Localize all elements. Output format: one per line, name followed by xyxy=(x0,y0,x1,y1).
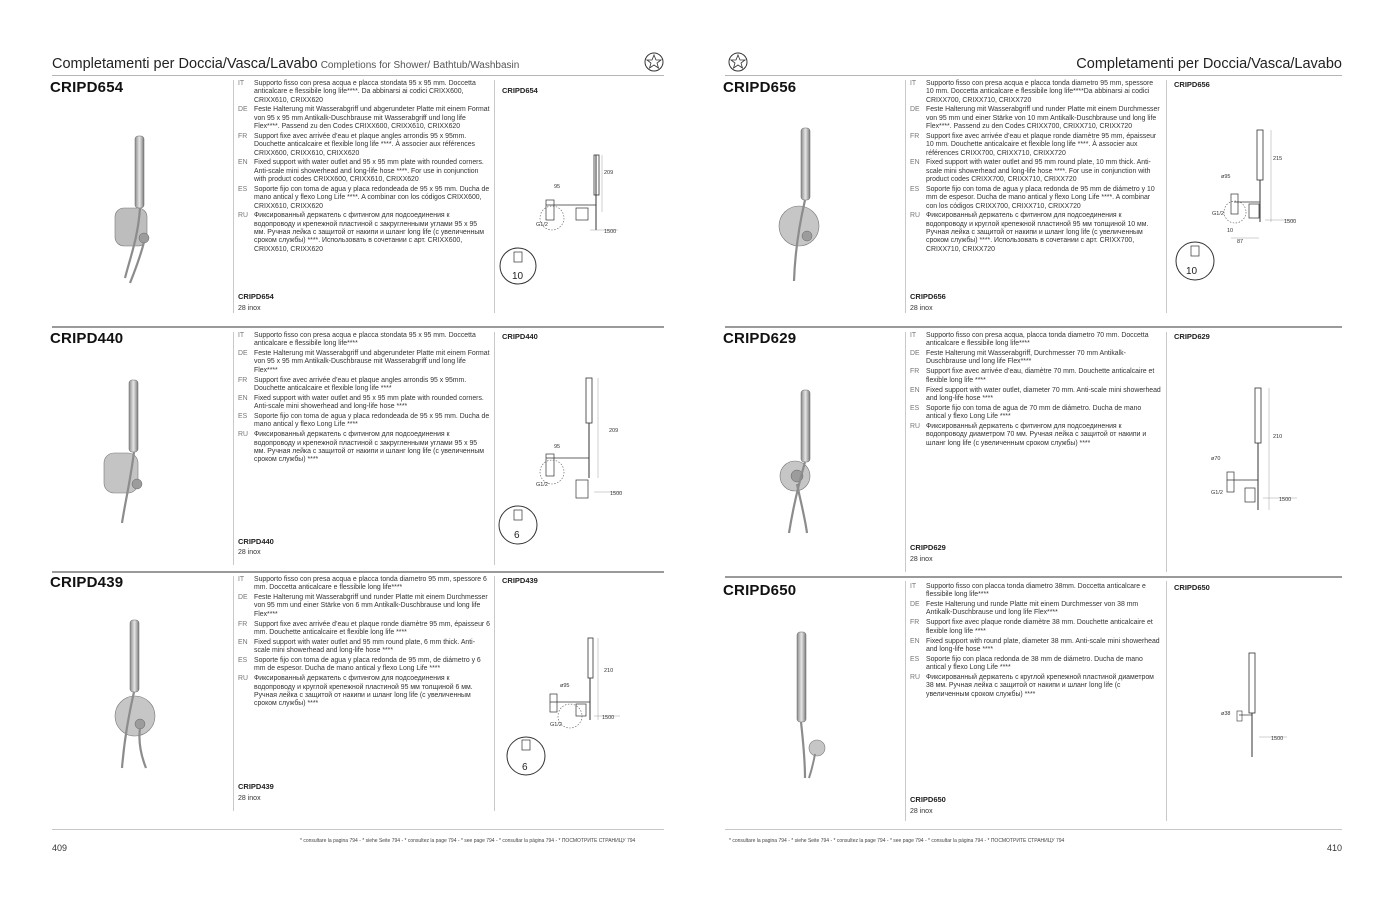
column-rule xyxy=(494,332,495,565)
desc-text: Supporto fisso con presa acqua e placca stondata 95 x 95 mm. Doccetta anticalcare e flessibile long life**** xyxy=(254,332,476,348)
desc-text: Fixed support with water outlet and 95 mm round plate, 6 mm thick. Anti-scale mini showerhead and long-life hose **** xyxy=(254,638,475,655)
plate-thickness: 10 xyxy=(1186,266,1198,277)
drawing-code: CRIPD439 xyxy=(502,576,538,585)
detail-thickness: 10 xyxy=(1227,228,1234,234)
desc-text: Feste Halterung und runde Platte mit einem Durchmesser von 38 mm Antikalk-Duschbrause und long life Flex**** xyxy=(926,601,1139,617)
column-rule xyxy=(905,581,906,821)
desc-text: Fixed support with water outlet and 95 mm round plate, 10 mm thick. Anti-scale mini showerhead and long-life hose ****. For use in conjunction with product codes CRIXX700, CRIXX710, CRIXX720 xyxy=(926,159,1151,184)
multilingual-description xyxy=(910,80,1162,256)
header-subtitle: Completions for Shower/ Bathtub/Washbasin xyxy=(320,60,520,71)
product-code: CRIPD629 xyxy=(723,330,797,347)
desc-text: Supporto fisso con presa acqua, placca tonda diametro 70 mm. Doccetta anticalcare e flessibile long life**** xyxy=(926,332,1149,348)
desc-text: Фиксированный держатель с фитингом для подсоединения к водопроводу и круглой крепежной пластиной 95 мм толщиной 10 мм. Ручная лейка с защитой от накипи и шланг long life (с увеличенным сроком службы) ****. Использовать в сочетании с арт. CRIXX700, CRIXX710, CRIXX720 xyxy=(926,212,1149,253)
desc-text: Fixed support with water outlet and 95 x 95 mm plate with rounded corners. Anti-scale mini showerhead and long-life hose ****. For use in conjunction with product codes CRIXX600, CRIXX610, CRIXX620 xyxy=(254,159,484,184)
desc-text: Feste Halterung mit Wasserabgriff und abgerundeter Platte mit einem Format von 95 x 95 mm Antikalk-Duschbrause mit Wasserabgriff und long life Flex**** xyxy=(254,350,490,374)
finish-label: 28 inox xyxy=(238,795,261,802)
multilingual-description xyxy=(910,332,1162,449)
header-rule xyxy=(52,75,664,76)
product-code: CRIPD656 xyxy=(723,79,797,96)
desc-text: Фиксированный держатель с круглой крепежной пластиной диаметром 38 мм. Ручная лейка с защитой от накипи и шланг long life (с увеличенным сроком службы) **** xyxy=(926,673,1154,698)
lang-code: ES xyxy=(910,404,920,412)
width-dimension: ø95 xyxy=(560,683,570,689)
shower-set-photo xyxy=(92,378,152,528)
lang-code: FR xyxy=(910,368,920,376)
lang-code: FR xyxy=(238,376,248,384)
desc-text: Feste Halterung mit Wasserabgriff, Durchmesser 70 mm Antikalk-Duschbrause und long life Flex**** xyxy=(926,350,1126,366)
lang-code: ES xyxy=(238,413,248,421)
desc-text: Support fixe avec arrivée d’eau et plaque ronde diamètre 95 mm, épaisseur 6 mm. Douchette anticalcaire et flexible long life **** xyxy=(254,620,490,636)
plate-thickness: 10 xyxy=(512,271,524,282)
column-rule xyxy=(1166,332,1167,572)
lang-code: FR xyxy=(238,620,248,628)
desc-text: Support fixe avec arrivée d’eau, diamètre 70 mm. Douchette anticalcaire et flexible long life **** xyxy=(926,368,1155,384)
page-header xyxy=(1076,56,1342,72)
footer-rule xyxy=(52,829,664,830)
lang-code: IT xyxy=(910,332,917,339)
page-number: 410 xyxy=(1326,843,1342,853)
column-rule xyxy=(905,80,906,313)
desc-text: Feste Halterung mit Wasserabgriff und abgerundeter Platte mit einem Format von 95 x 95 mm Antikalk-Duschbrause mit Wasserabgriff und long life Flex****. Passend zu den Codes CRIXX600, CRIXX610, CRIXX620 xyxy=(254,106,490,131)
lang-code: RU xyxy=(238,431,248,439)
desc-text: Supporto fisso con placca tonda diametro 38mm. Doccetta anticalcare e flessibile long life**** xyxy=(926,583,1146,599)
lang-code: EN xyxy=(238,159,248,167)
desc-text: Фиксированный держатель с фитингом для подсоединения к водопроводу диаметром 70 мм. Ручная лейка с защитой от накипи и шланг long life (с увеличенным сроком службы) **** xyxy=(926,422,1147,447)
finish-label: 28 inox xyxy=(910,556,933,563)
desc-text: Fixed support with water outlet, diameter 70 mm. Anti-scale mini showerhead and long-life hose **** xyxy=(926,386,1161,402)
desc-text: Soporte fijo con toma de agua y placa redonda de 95 mm, de diámetro y 6 mm de espesor. Ducha de mano antical y flexo Long Life **** xyxy=(254,657,481,673)
depth-dimension: 87 xyxy=(1237,239,1244,245)
section-divider xyxy=(52,326,664,328)
product-code: CRIPD654 xyxy=(50,79,124,96)
height-dimension: 210 xyxy=(604,668,614,674)
drawing-code: CRIPD654 xyxy=(502,86,538,95)
lang-code: FR xyxy=(910,132,920,140)
width-dimension: 95 xyxy=(554,184,561,190)
lang-code: DE xyxy=(910,601,920,609)
desc-text: Supporto fisso con presa acqua e placca stondata 95 x 95 mm. Doccetta anticalcare e flessibile long life****. Da abbinarsi ai codici CRIXX600, CRIXX610, CRIXX620 xyxy=(254,80,476,104)
lang-code: EN xyxy=(910,386,920,394)
product-code: CRIPD440 xyxy=(50,330,124,347)
finish-label: 28 inox xyxy=(238,305,261,312)
multilingual-description xyxy=(238,80,490,256)
drawing-code: CRIPD629 xyxy=(1174,332,1210,341)
column-rule xyxy=(494,80,495,313)
technical-drawing xyxy=(498,368,628,548)
lang-code: RU xyxy=(910,673,920,681)
product-code-small: CRIPD654 xyxy=(238,292,274,301)
lang-code: RU xyxy=(910,422,920,430)
desc-text: Soporte fijo con toma de agua de 70 mm de diámetro. Ducha de mano antical y flexo Long Life **** xyxy=(926,404,1142,421)
shower-set-photo xyxy=(769,126,829,286)
product-code-small: CRIPD650 xyxy=(910,795,946,804)
footnote: * consultare la pagina 794 - * siehe Seite 794 - * consultez la page 794 - * see page 794 - * consultar la página 794 - * ПОСМОТРИТЕ СТРАНИЦУ 794 xyxy=(300,838,636,844)
lang-code: FR xyxy=(910,619,920,627)
header-title: Completamenti per Doccia/Vasca/Lavabo xyxy=(52,56,318,72)
lang-code: EN xyxy=(910,159,920,167)
desc-text: Фиксированный держатель с фитингом для подсоединения к водопроводу и крепежной пластиной с закругленными углами 95 x 95 мм. Ручная лейка с защитой от накипи и шланг long life (с увеличенным сроком службы) **** xyxy=(254,431,485,464)
lang-code: RU xyxy=(238,212,248,220)
multilingual-description xyxy=(910,583,1162,700)
technical-drawing xyxy=(1169,120,1309,290)
desc-text: Fixed support with water outlet and 95 x 95 mm plate with rounded corners. Anti-scale mini showerhead and long-life hose **** xyxy=(254,394,484,411)
lang-code: ES xyxy=(238,185,248,193)
desc-text: Support fixe avec arrivée d’eau et plaque angles arrondis 95 x 95mm. Douchette anticalcaire et flexible long life ****. À associer aux références CRIXX600, CRIXX610, CRIXX620 xyxy=(254,132,476,157)
lang-code: DE xyxy=(910,106,920,114)
desc-text: Fixed support with round plate, diameter 38 mm. Anti-scale mini showerhead and long-life hose **** xyxy=(926,637,1160,653)
technical-drawing xyxy=(1187,380,1307,525)
desc-text: Feste Halterung mit Wasserabgriff und runder Platte mit einem Durchmesser von 95 mm und einer Stärke von 10 mm Antikalk-Duschbrause und long life Flex****. Passend zu den Codes CRIXX700, CRIXX710, CRIXX720 xyxy=(926,106,1160,131)
lang-code: IT xyxy=(910,80,917,87)
height-dimension: 209 xyxy=(609,428,619,434)
shower-set-photo xyxy=(100,618,160,773)
lang-code: IT xyxy=(238,332,245,339)
shower-set-photo xyxy=(765,388,825,538)
plate-thickness: 6 xyxy=(522,762,528,773)
column-rule xyxy=(494,576,495,811)
desc-text: Supporto fisso con presa acqua e placca tonda diametro 95 mm, spessore 6 mm. Doccetta anticalcare e flessibile long life**** xyxy=(254,576,487,592)
drawing-code: CRIPD440 xyxy=(502,332,538,341)
lang-code: ES xyxy=(238,657,248,665)
thread-label: G1/2 xyxy=(1212,211,1224,217)
desc-text: Фиксированный держатель с фитингом для подсоединения к водопроводу и крепежной пластиной с закругленными углами 95 x 95 мм. Ручная лейка с защитой от накипи и шланг long life (с увеличенным сроком службы) ****. Использовать в сочетании с арт. CRIXX600, CRIXX610, CRIXX620 xyxy=(254,212,485,253)
shower-set-photo xyxy=(775,630,835,780)
hose-length: 1500 xyxy=(1284,219,1297,225)
desc-text: Supporto fisso con presa acqua e placca tonda diametro 95 mm, spessore 10 mm. Doccetta anticalcare e flessibile long life****Da abbinarsi ai codici CRIXX700, CRIXX710, CRIXX720 xyxy=(926,80,1154,104)
right-page xyxy=(697,0,1394,901)
width-dimension: 95 xyxy=(554,444,561,450)
lang-code: EN xyxy=(238,394,248,402)
desc-text: Фиксированный держатель с фитингом для подсоединения к водопроводу и круглой крепежной пластиной 95 мм толщиной 6 мм. Ручная лейка с защитой от накипи и шланг long life (с увеличенным сроком службы) **** xyxy=(254,675,473,708)
technical-drawing xyxy=(498,150,628,290)
page-header xyxy=(52,56,519,72)
desc-text: Soporte fijo con toma de agua y placa redonda de 95 mm de diámetro y 10 mm de espesor. Ducha de mano antical y flexo Long Life ****. A combinar con los códigos CRIXX700, CRIXX710, CRIXX720 xyxy=(926,185,1155,210)
desc-text: Support fixe avec arrivée d’eau et plaque angles arrondis 95 x 95mm. Douchette anticalcaire et flexible long life **** xyxy=(254,376,467,392)
page-number: 409 xyxy=(52,843,68,853)
lang-code: EN xyxy=(910,637,920,645)
column-rule xyxy=(1166,581,1167,821)
height-dimension: 215 xyxy=(1273,156,1283,162)
product-code: CRIPD650 xyxy=(723,582,797,599)
height-dimension: 209 xyxy=(604,170,614,176)
finish-label: 28 inox xyxy=(238,549,261,556)
lang-code: DE xyxy=(238,350,248,358)
shower-set-photo xyxy=(100,128,160,288)
hose-length: 1500 xyxy=(1271,736,1284,742)
product-code-small: CRIPD656 xyxy=(910,292,946,301)
hose-length: 1500 xyxy=(604,229,617,235)
drawing-code: CRIPD656 xyxy=(1174,80,1210,89)
multilingual-description xyxy=(238,576,490,710)
lang-code: RU xyxy=(238,675,248,683)
column-rule xyxy=(233,576,234,811)
section-divider xyxy=(725,326,1342,328)
height-dimension: 210 xyxy=(1273,434,1283,440)
thread-label: G1/2 xyxy=(536,222,548,228)
product-code-small: CRIPD440 xyxy=(238,537,274,546)
lang-code: ES xyxy=(910,655,920,663)
multilingual-description xyxy=(238,332,490,466)
brand-logo-icon xyxy=(728,52,748,72)
lang-code: IT xyxy=(238,576,245,583)
lang-code: RU xyxy=(910,212,920,220)
hose-length: 1500 xyxy=(1279,497,1292,503)
width-dimension: ø38 xyxy=(1221,711,1231,717)
desc-text: Feste Halterung mit Wasserabgriff und runder Platte mit einem Durchmesser von 95 mm und einer Stärke von 6 mm Antikalk-Duschbrause und long life Flex**** xyxy=(254,594,488,618)
brand-logo-icon xyxy=(644,52,664,72)
lang-code: ES xyxy=(910,185,920,193)
width-dimension: ø95 xyxy=(1221,174,1231,180)
finish-label: 28 inox xyxy=(910,808,933,815)
product-code: CRIPD439 xyxy=(50,574,124,591)
footer-rule xyxy=(725,829,1342,830)
hose-length: 1500 xyxy=(610,491,623,497)
thread-label: G1/2 xyxy=(536,482,548,488)
column-rule xyxy=(905,332,906,572)
desc-text: Soporte fijo con toma de agua y placa redondeada de 95 x 95 mm. Ducha de mano antical y flexo Long Life **** xyxy=(254,413,490,429)
technical-drawing xyxy=(1197,645,1297,765)
finish-label: 28 inox xyxy=(910,305,933,312)
technical-drawing xyxy=(498,630,628,780)
section-divider xyxy=(52,571,664,573)
desc-text: Support fixe avec plaque ronde diamètre 38 mm. Douchette anticalcaire et flexible long life **** xyxy=(926,619,1153,635)
column-rule xyxy=(233,332,234,565)
plate-thickness: 6 xyxy=(514,530,520,541)
desc-text: Soporte fijo con toma de agua y placa redondeada de 95 x 95 mm. Ducha de mano antical y flexo Long Life ****. A combinar con los códigos CRIXX600, CRIXX610, CRIXX620 xyxy=(254,185,490,210)
product-code-small: CRIPD629 xyxy=(910,543,946,552)
thread-label: G1/2 xyxy=(1211,490,1223,496)
desc-text: Soporte fijo con placa redonda de 38 mm de diámetro. Ducha de mano antical y flexo Long Life **** xyxy=(926,655,1143,672)
section-divider xyxy=(725,576,1342,578)
column-rule xyxy=(233,80,234,313)
lang-code: IT xyxy=(910,583,917,590)
lang-code: FR xyxy=(238,132,248,140)
lang-code: DE xyxy=(910,350,920,358)
header-title: Completamenti per Doccia/Vasca/Lavabo xyxy=(1076,56,1342,72)
thread-label: G1/2 xyxy=(550,722,562,728)
width-dimension: ø70 xyxy=(1211,456,1221,462)
hose-length: 1500 xyxy=(602,715,615,721)
lang-code: IT xyxy=(238,80,245,87)
column-rule xyxy=(1166,80,1167,313)
lang-code: DE xyxy=(238,106,248,114)
header-rule xyxy=(725,75,1342,76)
footnote: * consultare la pagina 794 - * siehe Seite 794 - * consultez la page 794 - * see page 794 - * consultar la página 794 - * ПОСМОТРИТЕ СТРАНИЦУ 794 xyxy=(729,838,1065,844)
product-code-small: CRIPD439 xyxy=(238,782,274,791)
lang-code: EN xyxy=(238,638,248,646)
desc-text: Support fixe avec arrivée d’eau et plaque ronde diamètre 95 mm, épaisseur 10 mm. Douchette anticalcaire et flexible long life ****. À associer aux références CRIXX700, CRIXX710, CRIXX720 xyxy=(926,132,1157,157)
drawing-code: CRIPD650 xyxy=(1174,583,1210,592)
lang-code: DE xyxy=(238,594,248,602)
